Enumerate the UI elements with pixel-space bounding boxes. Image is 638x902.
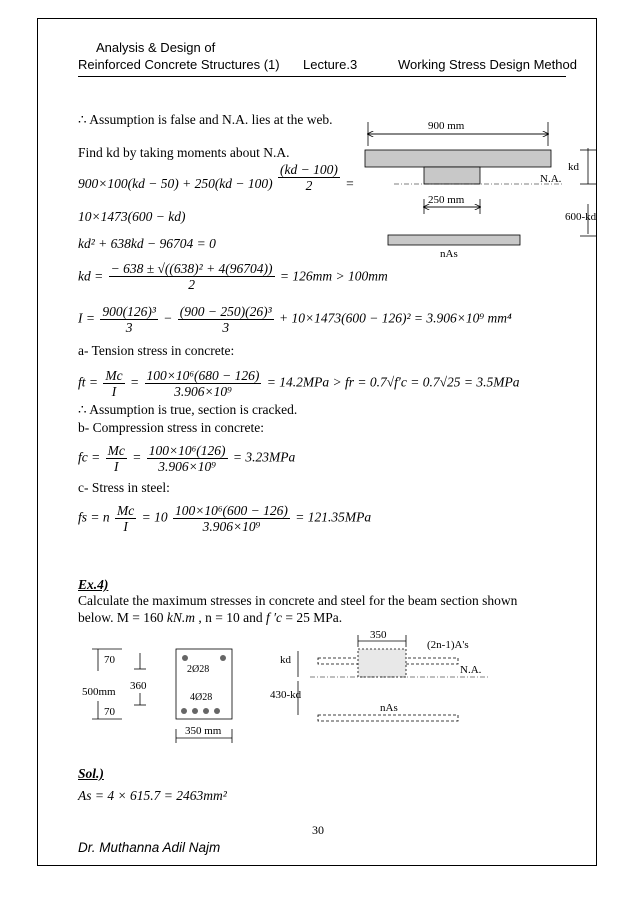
equation-quadratic: kd² + 638kd − 96704 = 0 bbox=[78, 236, 216, 251]
bottom-depth-label: 600-kd bbox=[565, 211, 597, 223]
example-title: Ex.4) bbox=[78, 577, 109, 592]
t-section-diagram bbox=[360, 108, 600, 268]
header-course-line1: Analysis & Design of bbox=[96, 40, 216, 55]
web-width-label: 250 mm bbox=[428, 194, 465, 206]
example-text-line2: below. M = 160 kN.m , n = 10 and f ′c = 25 MPa. bbox=[78, 610, 343, 625]
author-name: Dr. Muthanna Adil Najm bbox=[78, 840, 221, 855]
equation-steel-area: As = 4 × 615.7 = 2463mm² bbox=[78, 788, 227, 803]
header-lecture: Lecture.3 bbox=[303, 57, 358, 72]
beam-section-diagram bbox=[82, 645, 247, 745]
page-number: 30 bbox=[312, 823, 324, 837]
bottom-bar bbox=[203, 708, 209, 714]
solution-title: Sol.) bbox=[78, 766, 104, 781]
compression-title: b- Compression stress in concrete: bbox=[78, 420, 264, 435]
assumption-true-text: ∴ Assumption is true, section is cracked. bbox=[78, 402, 298, 417]
tension-steel-area bbox=[318, 715, 458, 721]
equation-tension-stress: ft = $\frac{Mc}{I}$ = $\frac{\text{100×10⁶(680 − 126)}}{\text{3.906×10⁹}}$ = 14.2MPa > fr = 0.7√f′c = 0.7√25 = 3.5MPa bbox=[78, 368, 520, 399]
tension-title: a- Tension stress in concrete: bbox=[78, 343, 235, 358]
flange-width-label: 900 mm bbox=[428, 120, 465, 132]
header-course-line2: Reinforced Concrete Structures (1) bbox=[78, 57, 280, 72]
top-bar bbox=[220, 655, 226, 661]
bottom-bars-label: 4Ø28 bbox=[190, 692, 213, 703]
bottom-cover-label: 70 bbox=[104, 706, 115, 718]
bottom-depth-label: 430-kd bbox=[270, 689, 302, 701]
transformed-section-diagram bbox=[270, 625, 520, 725]
find-kd-text: Find kd by taking moments about N.A. bbox=[78, 145, 290, 160]
top-bars-label: 2Ø28 bbox=[187, 664, 210, 675]
compression-flange bbox=[365, 150, 551, 167]
bottom-bar bbox=[214, 708, 220, 714]
top-bar bbox=[182, 655, 188, 661]
equation-moment-of-inertia: I = $\frac{\text{900(126)³}}{3}$ − $\frac{\text{(900 − 250)(26)³}}{3}$ + 10×1473(600 − 126)² = 3.906×10⁹ mm⁴ bbox=[78, 304, 512, 335]
neutral-axis-label: N.A. bbox=[460, 664, 482, 676]
mid-depth-label: 360 bbox=[130, 680, 147, 692]
equation-steel-moment: 10×1473(600 − kd) bbox=[78, 209, 186, 224]
steel-title: c- Stress in steel: bbox=[78, 480, 170, 495]
example-text-line1: Calculate the maximum stresses in concrete and steel for the beam section shown bbox=[78, 593, 518, 608]
steel-area-label: nAs bbox=[440, 248, 458, 260]
steel-area-label: nAs bbox=[380, 702, 398, 714]
equation-kd-solution: kd = $\frac{\text{− 638 ± √((638)² + 4(96704))}}{2}$ = 126mm > 100mm bbox=[78, 261, 388, 292]
transformed-steel-area bbox=[388, 235, 520, 245]
compression-web bbox=[424, 167, 480, 184]
beam-width-label: 350 mm bbox=[185, 725, 222, 737]
equation-steel-stress: fs = n $\frac{Mc}{I}$ = 10 $\frac{\text{100×10⁶(600 − 126)}}{\text{3.906×10⁹}}$ = 121.35MPa bbox=[78, 503, 372, 534]
equation-moment: 900×100(kd − 50) + 250(kd − 100) $\frac{(kd - 100)}{2}$ = bbox=[78, 162, 355, 194]
equation-compression-stress: fc = $\frac{Mc}{I}$ = $\frac{\text{100×10⁶(126)}}{\text{3.906×10⁹}}$ = 3.23MPa bbox=[78, 443, 296, 474]
top-cover-label: 70 bbox=[104, 654, 115, 666]
header-topic: Working Stress Design Method bbox=[398, 57, 577, 72]
bottom-bar bbox=[181, 708, 187, 714]
kd-label: kd bbox=[568, 161, 579, 173]
compression-steel-label: (2n-1)A's bbox=[427, 639, 469, 651]
compression-zone bbox=[358, 649, 406, 677]
section-width-label: 350 bbox=[370, 629, 387, 641]
kd-label: kd bbox=[280, 654, 291, 666]
assumption-false-text: ∴ Assumption is false and N.A. lies at the web. bbox=[78, 112, 333, 127]
bottom-bar bbox=[192, 708, 198, 714]
header-rule bbox=[78, 76, 566, 77]
total-height-label: 500mm bbox=[82, 686, 116, 698]
neutral-axis-label: N.A. bbox=[540, 173, 562, 185]
